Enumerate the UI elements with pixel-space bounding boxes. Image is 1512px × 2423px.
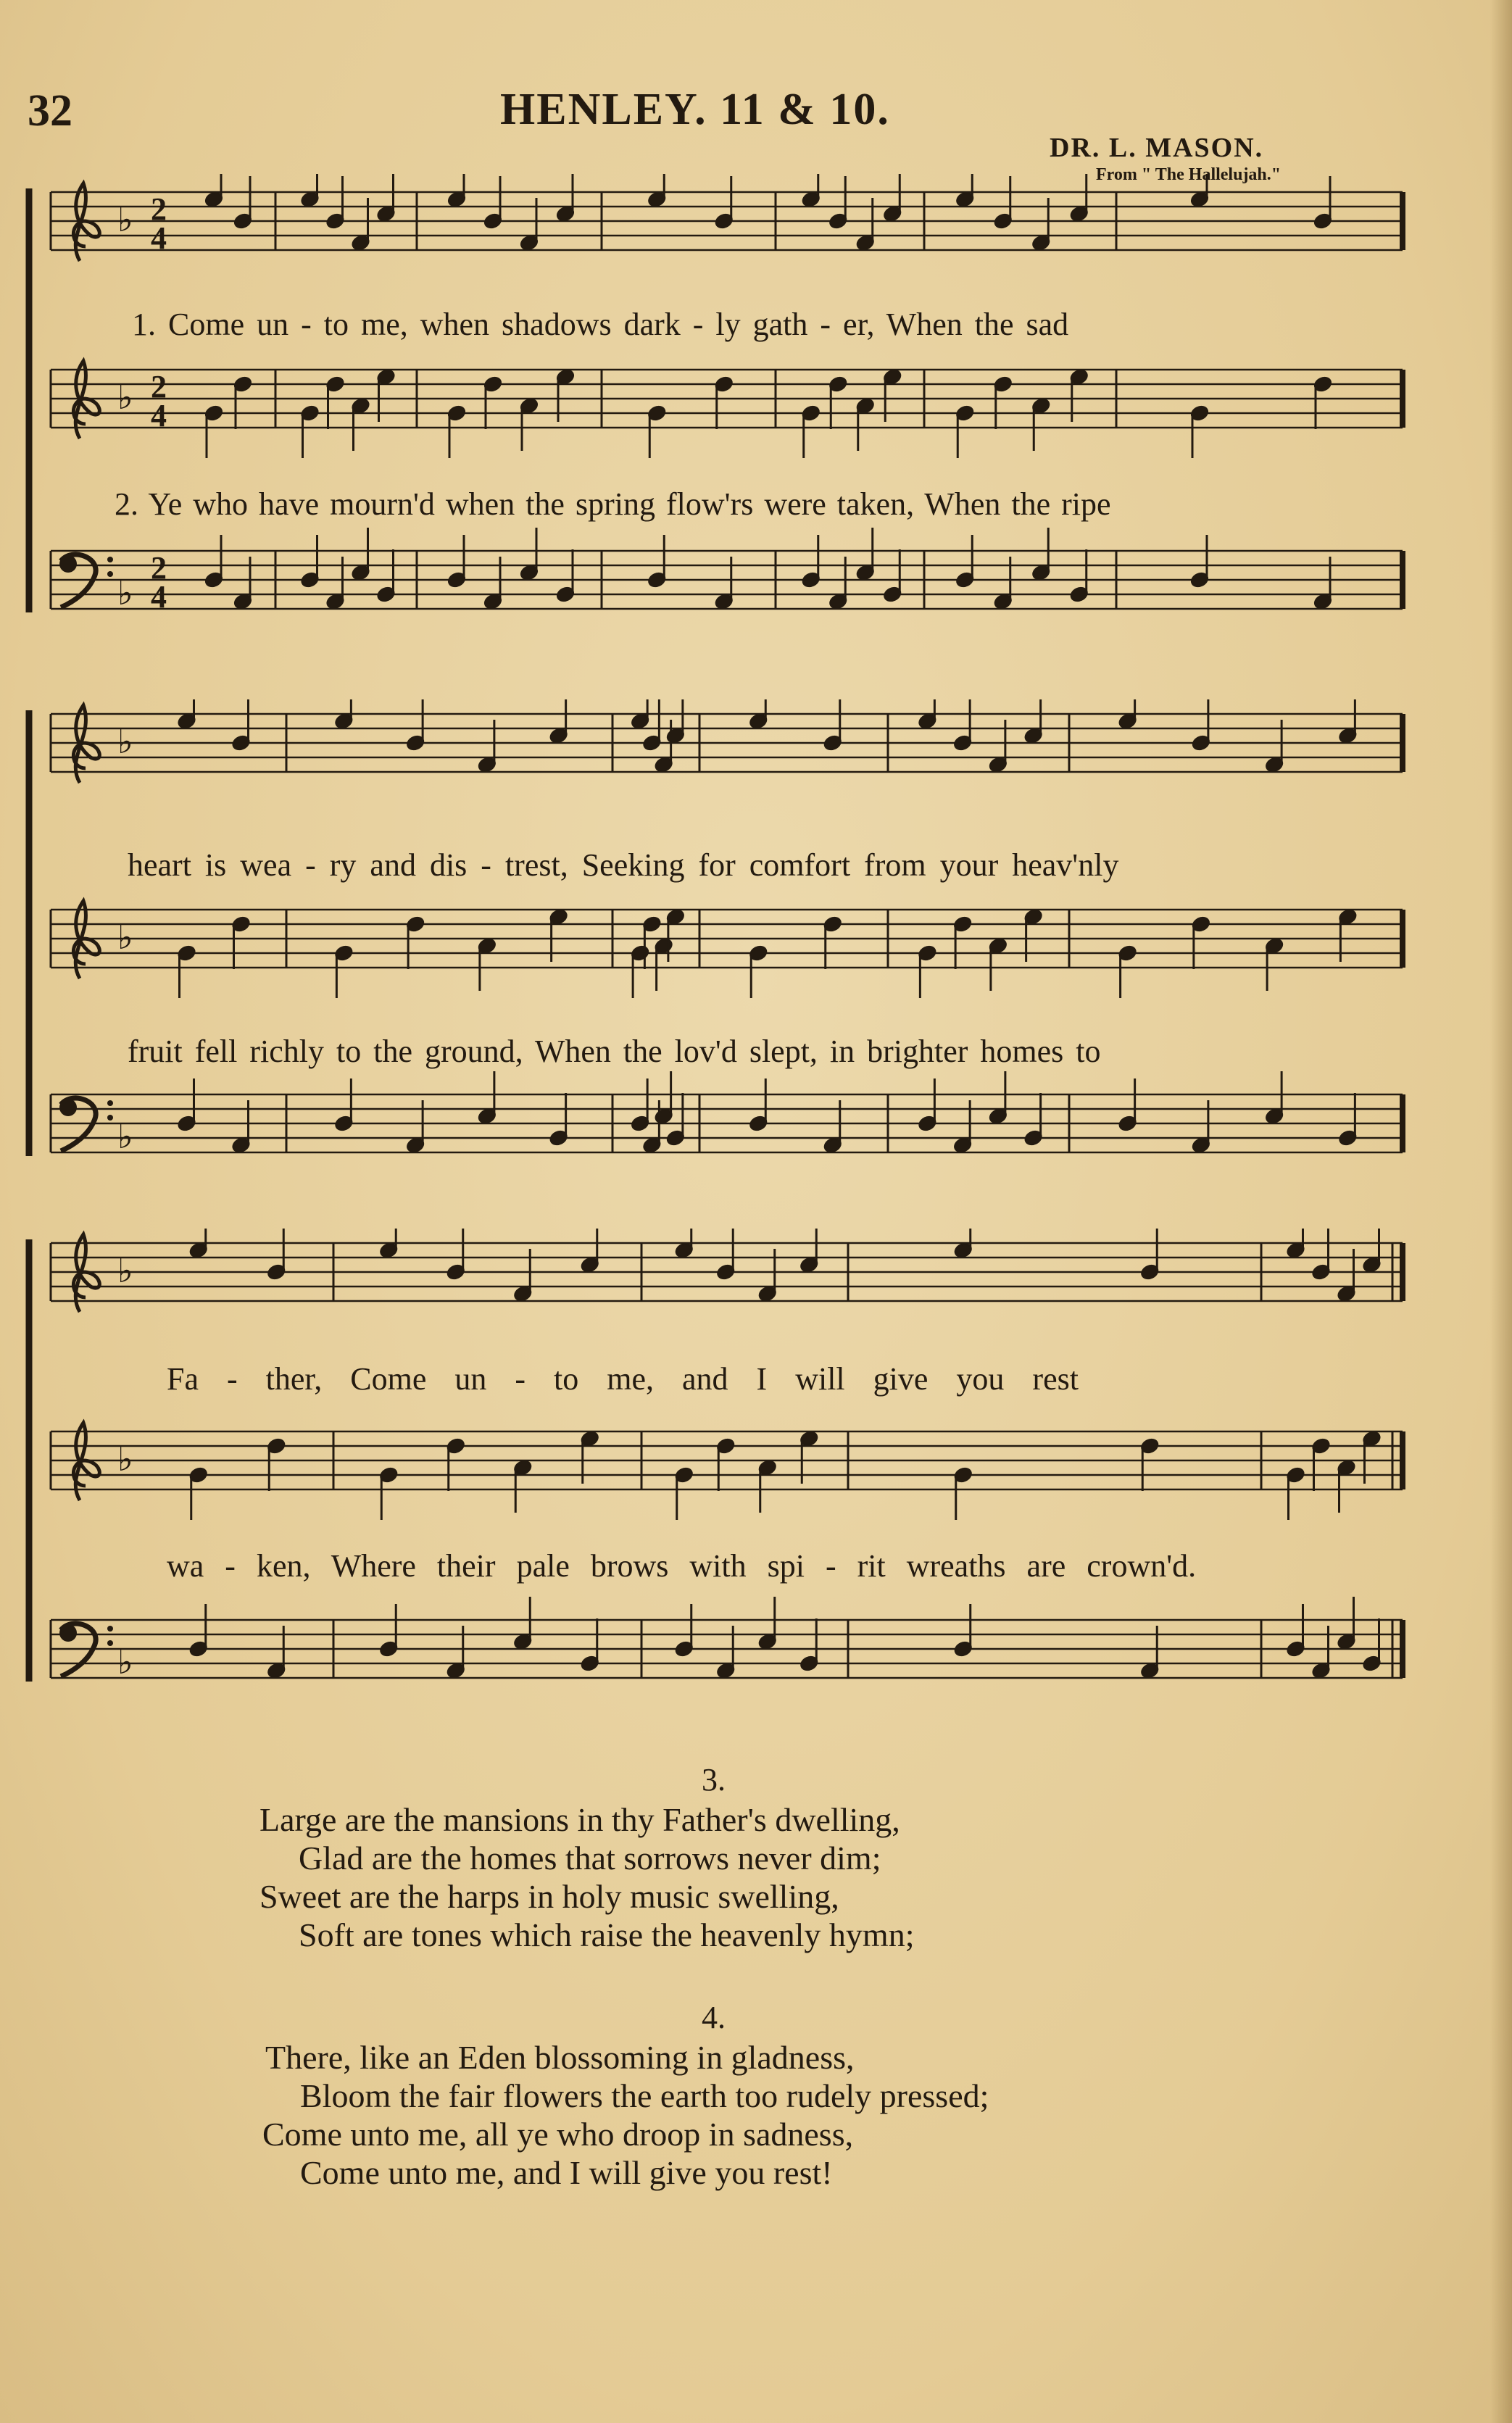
treble-staff bbox=[51, 174, 1403, 261]
flat-sign: ♭ bbox=[117, 918, 133, 957]
bass-clef-dot bbox=[107, 1100, 113, 1106]
lyric-verse2: fruit fell richly to the ground, When the lov'd slept, in brighter homes to bbox=[128, 1034, 1101, 1069]
flat-sign: ♭ bbox=[117, 1117, 133, 1156]
bass-clef-dot bbox=[107, 1115, 113, 1121]
music-system-2 bbox=[0, 699, 1512, 1192]
page-number: 32 bbox=[28, 86, 72, 136]
verse-line: Come unto me, all ye who droop in sadness, bbox=[262, 2116, 854, 2153]
tune-title: HENLEY. 11 & 10. bbox=[500, 85, 890, 134]
bass-clef-dot bbox=[107, 557, 113, 562]
verse-line: Glad are the homes that sorrows never dim; bbox=[299, 1840, 881, 1877]
time-signature: 4 bbox=[151, 398, 167, 433]
verse-line: Large are the mansions in thy Father's dwelling, bbox=[259, 1801, 900, 1838]
verse-line: Soft are tones which raise the heavenly hymn; bbox=[299, 1916, 915, 1953]
bass-staff bbox=[51, 528, 1403, 615]
flat-sign: ♭ bbox=[117, 722, 133, 761]
bass-staff bbox=[51, 1597, 1403, 1682]
treble-staff bbox=[51, 361, 1403, 458]
music-system-1 bbox=[0, 174, 1512, 652]
verse-line: Bloom the fair flowers the earth too rudely pressed; bbox=[300, 2077, 989, 2114]
verse-number: 4. bbox=[702, 2000, 726, 2035]
time-signature: 2 bbox=[151, 550, 167, 586]
flat-sign: ♭ bbox=[117, 1439, 133, 1479]
lyric-verse1: 1. Come un - to me, when shadows dark - ly gath - er, When the sad bbox=[132, 307, 1069, 342]
flat-sign: ♭ bbox=[117, 1642, 133, 1682]
lyric-verse1: heart is wea - ry and dis - trest, Seeking for comfort from your heav'nly bbox=[128, 847, 1119, 883]
time-signature: 2 bbox=[151, 369, 167, 404]
bass-staff bbox=[51, 1071, 1403, 1156]
time-signature: 4 bbox=[151, 579, 167, 615]
verse-line: Come unto me, and I will give you rest! bbox=[300, 2154, 833, 2191]
lyric-verse1: Fa - ther, Come un - to me, and I will give you rest bbox=[167, 1361, 1079, 1397]
flat-sign: ♭ bbox=[117, 200, 133, 239]
bass-clef-dot bbox=[107, 1626, 113, 1632]
treble-staff bbox=[51, 699, 1403, 783]
time-signature: 4 bbox=[151, 220, 167, 256]
staff-group-1 bbox=[0, 174, 1512, 652]
verse-number: 3. bbox=[702, 1762, 726, 1797]
staff-group-3 bbox=[0, 1229, 1512, 1721]
treble-staff bbox=[51, 1229, 1403, 1312]
bass-clef-dot bbox=[107, 1640, 113, 1646]
music-system-3 bbox=[0, 1229, 1512, 1721]
flat-sign: ♭ bbox=[117, 1251, 133, 1290]
lyric-verse2: 2. Ye who have mourn'd when the spring flow'rs were taken, When the ripe bbox=[115, 486, 1111, 522]
time-signature: 2 bbox=[151, 191, 167, 227]
treble-staff bbox=[51, 901, 1403, 998]
flat-sign: ♭ bbox=[117, 573, 133, 612]
lyric-verse2: wa - ken, Where their pale brows with spi - rit wreaths are crown'd. bbox=[167, 1548, 1197, 1584]
composer-credit: DR. L. MASON. bbox=[1050, 133, 1264, 163]
flat-sign: ♭ bbox=[117, 378, 133, 417]
page-edge-shadow bbox=[1490, 0, 1512, 2423]
staff-group-2 bbox=[0, 699, 1512, 1192]
verse-line: Sweet are the harps in holy music swelling, bbox=[259, 1878, 839, 1915]
treble-staff bbox=[51, 1423, 1403, 1520]
bass-clef-dot bbox=[107, 571, 113, 577]
verse-line: There, like an Eden blossoming in gladness, bbox=[265, 2039, 855, 2076]
source-credit: From " The Hallelujah." bbox=[1096, 165, 1282, 184]
